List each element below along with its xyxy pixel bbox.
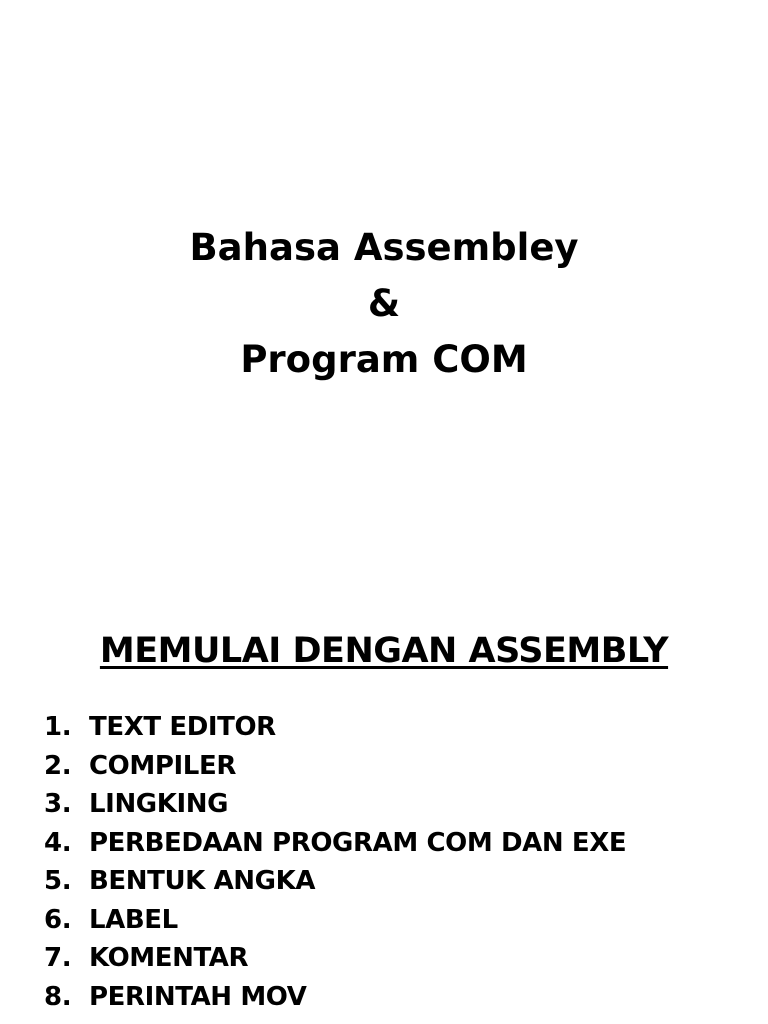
list-item xyxy=(44,708,626,747)
list-item-number: 5. xyxy=(44,866,72,896)
list-item-number: 2. xyxy=(44,750,72,781)
title-line-1: Bahasa Assembley xyxy=(189,226,579,269)
list-item-label: TEXT EDITOR xyxy=(89,712,276,742)
list-item-number: 6. xyxy=(44,904,72,935)
list-item-number: 7. xyxy=(44,943,72,973)
list-item xyxy=(44,785,626,824)
list-item xyxy=(44,978,626,1017)
list-item xyxy=(44,747,626,786)
list-item-number: 4. xyxy=(44,827,72,858)
list-item-label: KOMENTAR xyxy=(89,943,249,973)
list-item-number: 8. xyxy=(44,981,72,1012)
list-item-number: 1. xyxy=(44,712,72,742)
section-heading: MEMULAI DENGAN ASSEMBLY xyxy=(99,631,669,671)
title-line-3: Program COM xyxy=(240,338,528,381)
list-item xyxy=(44,901,626,940)
list-item-label: BENTUK ANGKA xyxy=(89,866,316,896)
list-item-label: PERBEDAAN PROGRAM COM DAN EXE xyxy=(89,827,627,858)
list-item-label: COMPILER xyxy=(89,750,236,781)
list-item xyxy=(44,824,626,863)
title-line-2: & xyxy=(367,282,401,325)
topic-list xyxy=(44,708,626,1016)
list-item xyxy=(44,939,626,978)
list-item-label: LABEL xyxy=(89,904,178,935)
document-title xyxy=(0,220,768,388)
list-item-label: LINGKING xyxy=(89,789,229,819)
list-item-number: 3. xyxy=(44,789,72,819)
list-item-label: PERINTAH MOV xyxy=(89,981,307,1012)
list-item xyxy=(44,862,626,901)
